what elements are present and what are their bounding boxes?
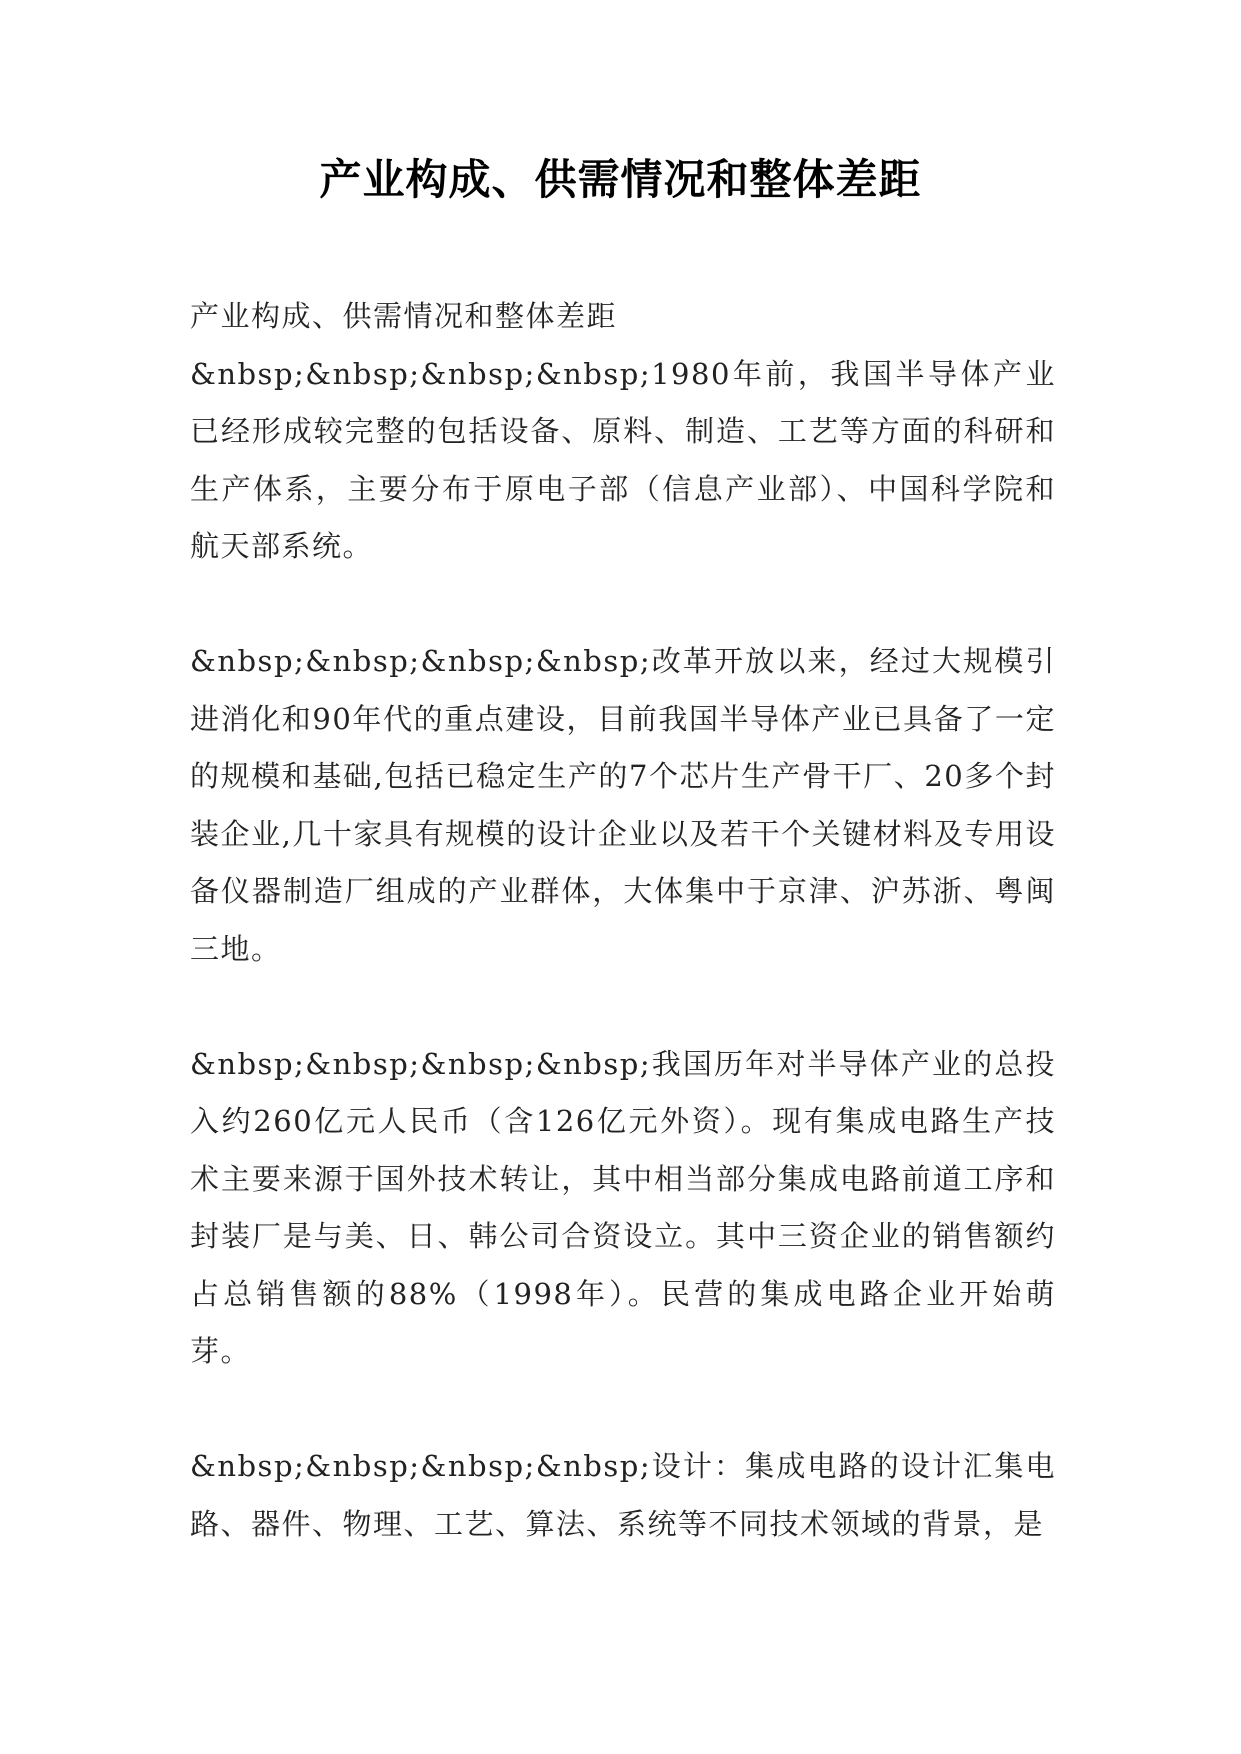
document-body [190,288,1056,1611]
paragraph-reform: &nbsp;&nbsp;&nbsp;&nbsp;改革开放以来，经过大规模引进消化和90年代的重点建设，目前我国半导体产业已具备了一定的规模和基础,包括已稳定生产的7个芯片生产骨干厂、20多个封装企业,几十家具有规模的设计企业以及若干个关键材料及专用设备仪器制造厂组成的产业群体，大体集中于京津、沪苏浙、粤闽三地。 [190,644,1056,966]
body-subtitle: 产业构成、供需情况和整体差距 [190,299,618,333]
paragraph-history: &nbsp;&nbsp;&nbsp;&nbsp;1980年前，我国半导体产业已经形成较完整的包括设备、原料、制造、工艺等方面的科研和生产体系，主要分布于原电子部（信息产业部）、中国科学院和航天部系统。 [190,356,1056,563]
paragraph-investment: &nbsp;&nbsp;&nbsp;&nbsp;我国历年对半导体产业的总投入约260亿元人民币（含126亿元外资）。现有集成电路生产技术主要来源于国外技术转让，其中相当部分集成电路前道工序和封装厂是与美、日、韩公司合资设立。其中三资企业的销售额约占总销售额的88%（1998年）。民营的集成电路企业开始萌芽。 [190,1046,1056,1368]
document-title: 产业构成、供需情况和整体差距 [319,155,922,204]
paragraph-design: &nbsp;&nbsp;&nbsp;&nbsp;设计：集成电路的设计汇集电路、器件、物理、工艺、算法、系统等不同技术领域的背景，是 [190,1449,1056,1541]
